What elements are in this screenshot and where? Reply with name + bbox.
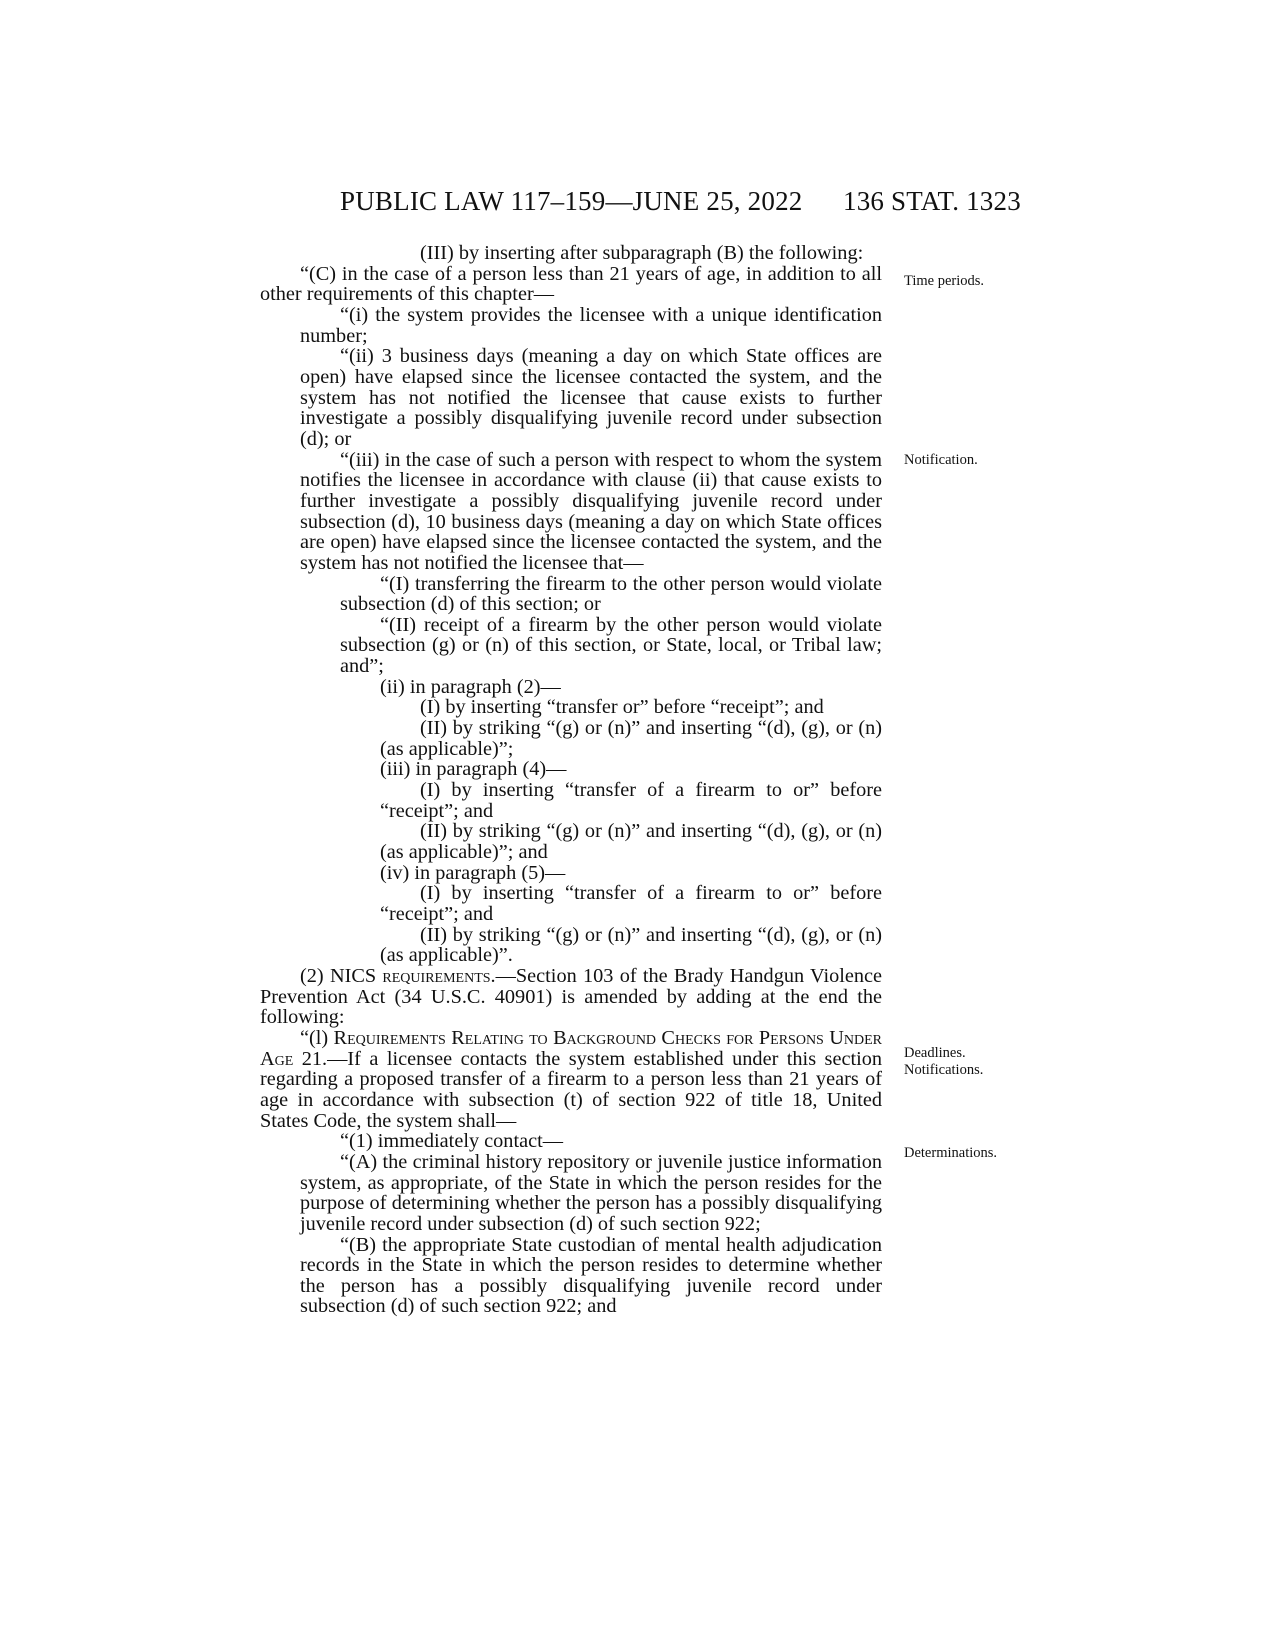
- paragraph-heading: NICS requirements.: [329, 964, 496, 987]
- margin-note-time-periods: Time periods.: [904, 273, 985, 289]
- body-paragraph: “(B) the appropriate State custodian of mental health adjudication records in the State in which the person resides to determine whether the person has a possibly disqualifying juvenile record under subsection (d) of such section 922; and: [300, 1233, 882, 1318]
- body-paragraph-requirements: [260, 1028, 882, 1131]
- body-paragraph: (I) by inserting “transfer of a firearm to or” before “receipt”; and: [380, 882, 882, 925]
- body-paragraph: (II) by striking “(g) or (n)” and inserting “(d), (g), or (n) (as applicable)”;: [380, 717, 882, 760]
- body-paragraph: “(A) the criminal history repository or juvenile justice information system, as appropriate, of the State in which the person resides for the purpose of determining whether the person has a possibly disqualifying juvenile record under subsection (d) of such section 922;: [300, 1150, 882, 1235]
- body-paragraph: “(1) immediately contact—: [340, 1130, 564, 1153]
- margin-note-notification: Notification.: [904, 452, 978, 468]
- page-header-stat-ref: 136 STAT. 1323: [843, 186, 1021, 216]
- body-paragraph: “(iii) in the case of such a person with respect to whom the system notifies the licensee in accordance with clause (ii) that cause exists to further investigate a possibly disqualifying juvenile record under subsection (d), 10 business days (meaning a day on which State offices are open) have elapsed since the licensee contacted the system, and the system has not notified the licensee that—: [300, 448, 882, 574]
- body-paragraph: (ii) in paragraph (2)—: [380, 675, 561, 698]
- paragraph-text: —Section 103 of the Brady Handgun Violence Prevention Act (34 U.S.C. 40901) is amended by adding at the end the following:: [260, 964, 883, 1029]
- paragraph-number: “(l): [300, 1026, 334, 1049]
- body-paragraph: “(C) in the case of a person less than 21 years of age, in addition to all other requirements of this chapter—: [260, 262, 882, 306]
- body-paragraph-nics: [260, 966, 882, 1028]
- page-header-title: PUBLIC LAW 117–159—JUNE 25, 2022: [340, 186, 803, 216]
- body-paragraph: (I) by inserting “transfer of a firearm to or” before “receipt”; and: [380, 779, 882, 822]
- paragraph-text: —If a licensee contacts the system established under this section regarding a proposed transfer of a firearm to a person less than 21 years of age in accordance with subsection (t) of section 922 of title 18, United States Code, the system shall—: [260, 1047, 882, 1132]
- body-paragraph: “(II) receipt of a firearm by the other person would violate subsection (g) or (n) of this section, or State, local, or Tribal law; and”;: [340, 613, 882, 678]
- body-paragraph: “(i) the system provides the licensee with a unique identification number;: [300, 303, 882, 347]
- body-paragraph: (III) by inserting after subparagraph (B) the following:: [420, 242, 864, 264]
- body-paragraph: (I) by inserting “transfer or” before “receipt”; and: [420, 696, 824, 719]
- body-paragraph: “(ii) 3 business days (meaning a day on which State offices are open) have elapsed since the licensee contacted the system, and the system has not notified the licensee that cause exists to further investigate a possibly disqualifying juvenile record under subsection (d); or: [300, 345, 882, 450]
- body-paragraph: (II) by striking “(g) or (n)” and inserting “(d), (g), or (n) (as applicable)”.: [380, 923, 882, 967]
- margin-note-deadlines: Deadlines.: [904, 1045, 966, 1061]
- margin-note-notifications: Notifications.: [904, 1062, 984, 1078]
- document-body: [260, 243, 882, 1317]
- paragraph-heading: Requirements Relating to Background Checks for Persons Under Age 21.: [260, 1026, 882, 1070]
- body-paragraph: (iv) in paragraph (5)—: [380, 861, 566, 884]
- body-paragraph: “(I) transferring the firearm to the other person would violate subsection (d) of this section; or: [340, 572, 882, 616]
- paragraph-number: (2): [300, 964, 330, 987]
- margin-note-determinations: Determinations.: [904, 1145, 998, 1161]
- body-paragraph: (II) by striking “(g) or (n)” and inserting “(d), (g), or (n) (as applicable)”; and: [380, 820, 882, 864]
- body-paragraph: (iii) in paragraph (4)—: [380, 758, 567, 781]
